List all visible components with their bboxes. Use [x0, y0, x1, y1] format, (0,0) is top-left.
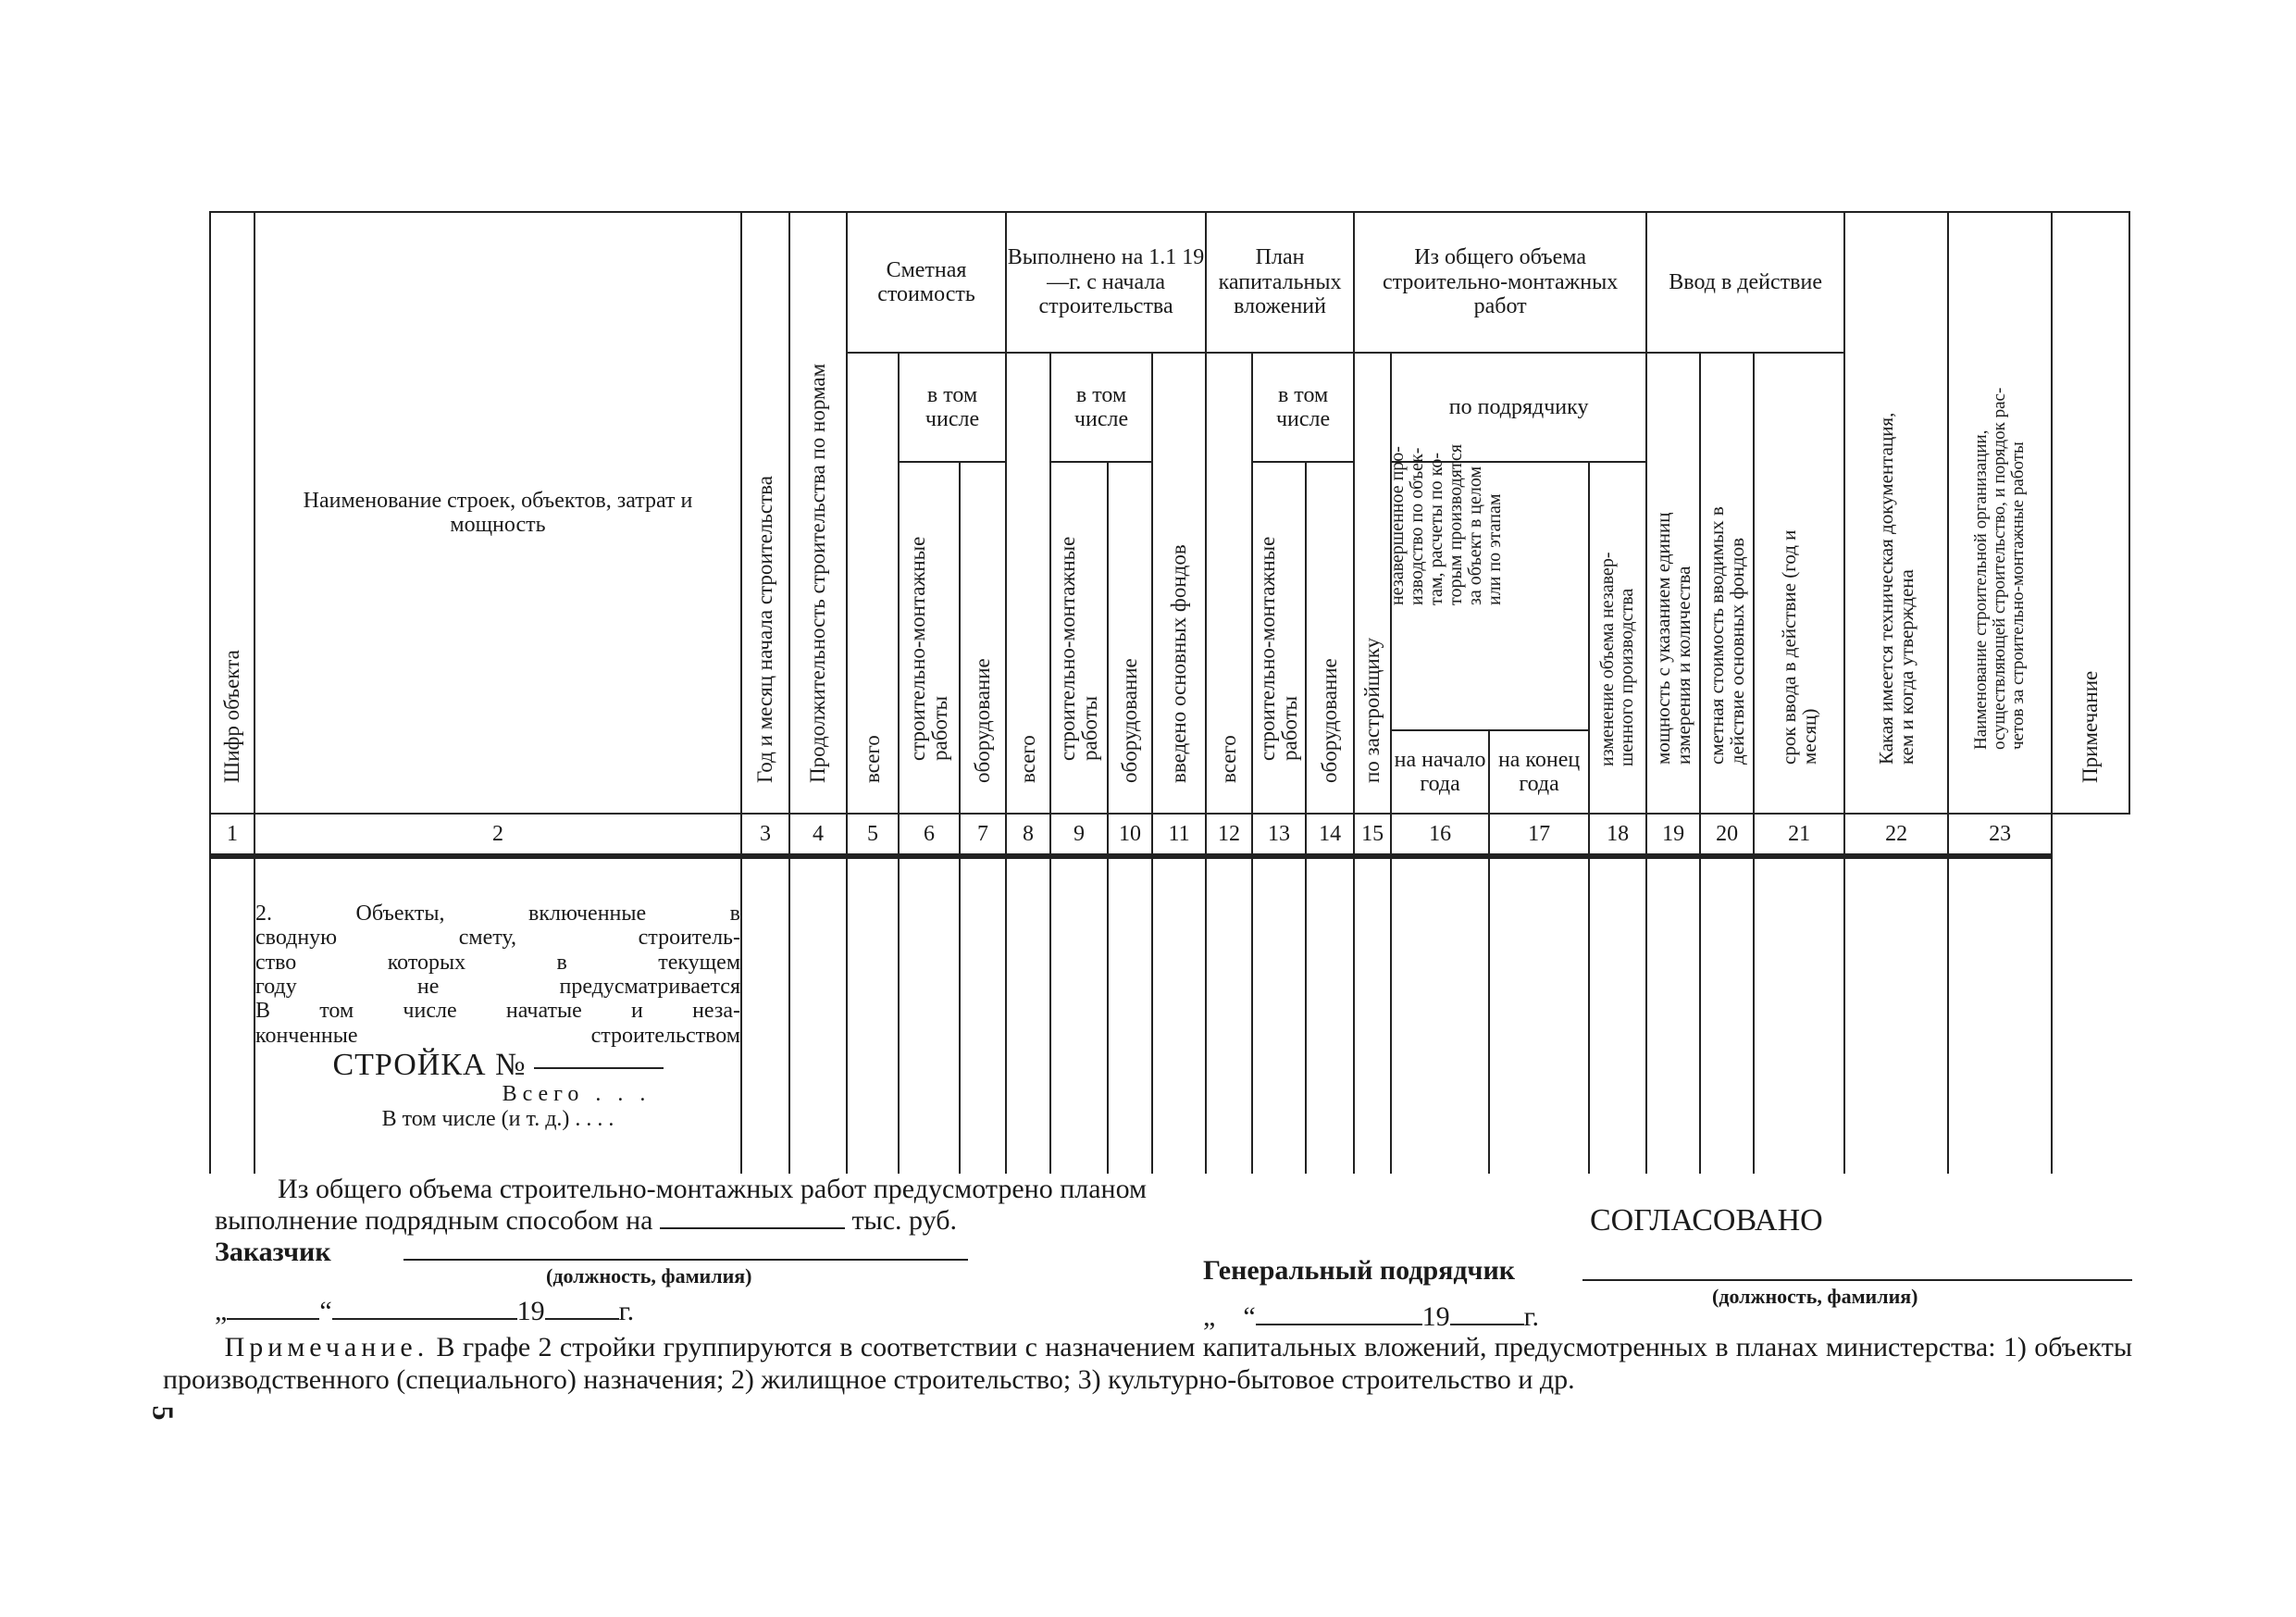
zakazchik-label: Заказчик [215, 1237, 331, 1267]
col-number: 22 [1844, 814, 1948, 856]
col-number: 6 [899, 814, 960, 856]
col-number: 10 [1108, 814, 1152, 856]
col-number: 7 [960, 814, 1006, 856]
col-number: 3 [741, 814, 789, 856]
header-group-plan: План капитальных вложений [1206, 212, 1354, 353]
header-moshnost: мощность с указанием единиц измерения и количества [1646, 353, 1700, 814]
header-primechanie: Примечание [2052, 212, 2129, 814]
header-smet-vsego: всего [847, 353, 899, 814]
col-number: 17 [1489, 814, 1589, 856]
cell-empty [1206, 856, 1252, 1174]
zakazchik-hint: (должность, фамилия) [546, 1264, 752, 1287]
note-text: В графе 2 стройки группируются в соответствии с назначением капитальных вложений, предусмотренных в планах министерства: 1) объекты производственного (специального) назначения; 2) жилищное строительство; 3) культурно-бытовое строительство и др. [163, 1332, 2133, 1395]
header-smet-v-tom: в том числе [899, 353, 1006, 462]
col-number: 5 [847, 814, 899, 856]
header-name: Наименование строек, объектов, затрат и мощность [254, 212, 741, 814]
header-prod: Продолжительность строительства по нормам [789, 212, 847, 814]
header-nezav: незавершенное про- изводство по объек- там, расчеты по ко- торым производятся за объект в целом или по этапам [1391, 462, 1589, 730]
col-number: 18 [1589, 814, 1646, 856]
cell-empty [1354, 856, 1391, 1174]
cell-empty [960, 856, 1006, 1174]
plan-text-1: Из общего объема строительно-монтажных работ предусмотрено планом [278, 1174, 1148, 1204]
table-row [210, 856, 2129, 1174]
cell-empty [1589, 856, 1646, 1174]
col-number: 11 [1152, 814, 1206, 856]
cell-empty [1306, 856, 1354, 1174]
plan-text-2: выполнение подрядным способом на тыс. руб. [215, 1205, 957, 1236]
header-group-smet: Сметная стоимость [847, 212, 1006, 353]
col-number: 12 [1206, 814, 1252, 856]
col-number: 13 [1252, 814, 1306, 856]
col-number: 8 [1006, 814, 1050, 856]
cell-empty [1754, 856, 1844, 1174]
cell-empty [1108, 856, 1152, 1174]
cell-empty [741, 856, 789, 1174]
header-vyp-oborud: оборудование [1108, 462, 1152, 814]
gen-podr-date: „ “ 19 г. [1203, 1301, 1540, 1332]
header-org: Наименование строительной организации, осуществляющей строительство, и порядок рас- четов за строительно-монтажные работы [1948, 212, 2052, 814]
header-vvedeno: введено основных фондов [1152, 353, 1206, 814]
cell-empty [1700, 856, 1754, 1174]
cell-empty [1489, 856, 1589, 1174]
cell-empty [1050, 856, 1108, 1174]
cell-empty [789, 856, 847, 1174]
zakazchik-signature-line[interactable] [403, 1259, 968, 1261]
header-group-iz: Из общего объема строительно-монтажных работ [1354, 212, 1646, 353]
header-po-zastr: по застройщику [1354, 353, 1391, 814]
col-number: 21 [1754, 814, 1844, 856]
gen-podr-hint: (должность, фамилия) [1712, 1285, 1918, 1308]
report-form-table [209, 211, 2130, 1174]
col-number: 23 [1948, 814, 2052, 856]
header-vyp-smr: строительно-монтажные работы [1050, 462, 1108, 814]
col-number: 15 [1354, 814, 1391, 856]
col-number: 19 [1646, 814, 1700, 856]
header-na-nachalo: на начало года [1391, 730, 1489, 814]
soglasovano-heading: СОГЛАСОВАНО [1590, 1203, 1823, 1238]
cell-objects-description: 2. Объекты, включенные в сводную смету, строитель- ство которых в текущем году не предусматривается В том числе начатые и неза- конченные строительством СТРОЙКА № Всего . . . В том числе (и т. д.) . . . . [254, 856, 741, 1174]
header-po-podryadchiku: по подрядчику [1391, 353, 1646, 462]
col-number: 14 [1306, 814, 1354, 856]
header-izmenenie: изменение объема незавер- шенного производства [1589, 462, 1646, 814]
header-na-konec: на конец года [1489, 730, 1589, 814]
col-number: 20 [1700, 814, 1754, 856]
note-lead: Примечание. [224, 1332, 429, 1362]
header-group-vvod: Ввод в действие [1646, 212, 1844, 353]
col-number: 9 [1050, 814, 1108, 856]
header-smet-smr: строительно-монтажные работы [899, 462, 960, 814]
col-number: 1 [210, 814, 254, 856]
plan-amount-blank[interactable] [660, 1227, 845, 1229]
header-plan-vsego: всего [1206, 353, 1252, 814]
note-paragraph [163, 1331, 2132, 1396]
header-shifr: Шифр объекта [210, 212, 254, 814]
page-number: 5 [146, 1405, 180, 1421]
header-vyp-vsego: всего [1006, 353, 1050, 814]
cell-empty [1252, 856, 1306, 1174]
header-god: Год и месяц начала строительства [741, 212, 789, 814]
cell-empty [847, 856, 899, 1174]
header-group-vyp: Выполнено на 1.1 19—г. с начала строительства [1006, 212, 1206, 353]
col-number: 4 [789, 814, 847, 856]
col-number: 2 [254, 814, 741, 856]
zakazchik-date: „ “ 19 г. [215, 1296, 635, 1326]
cell-empty [210, 856, 254, 1174]
header-vyp-v-tom: в том числе [1050, 353, 1152, 462]
header-plan-oborud: оборудование [1306, 462, 1354, 814]
cell-empty [1391, 856, 1489, 1174]
header-smet-oborud: оборудование [960, 462, 1006, 814]
header-plan-v-tom: в том числе [1252, 353, 1354, 462]
gen-podr-label: Генеральный подрядчик [1203, 1255, 1516, 1286]
cell-empty [1006, 856, 1050, 1174]
cell-empty [1646, 856, 1700, 1174]
header-plan-smr: строительно-монтажные работы [1252, 462, 1306, 814]
header-smetnaya-vvod: сметная стоимость вводимых в действие основных фондов [1700, 353, 1754, 814]
cell-empty [899, 856, 960, 1174]
cell-empty [1152, 856, 1206, 1174]
header-srok: срок ввода в действие (год и месяц) [1754, 353, 1844, 814]
cell-empty [1948, 856, 2052, 1174]
cell-empty [1844, 856, 1948, 1174]
header-tech-doc: Какая имеется техническая документация, кем и когда утверждена [1844, 212, 1948, 814]
gen-podr-signature-line[interactable] [1582, 1279, 2132, 1281]
col-number: 16 [1391, 814, 1489, 856]
